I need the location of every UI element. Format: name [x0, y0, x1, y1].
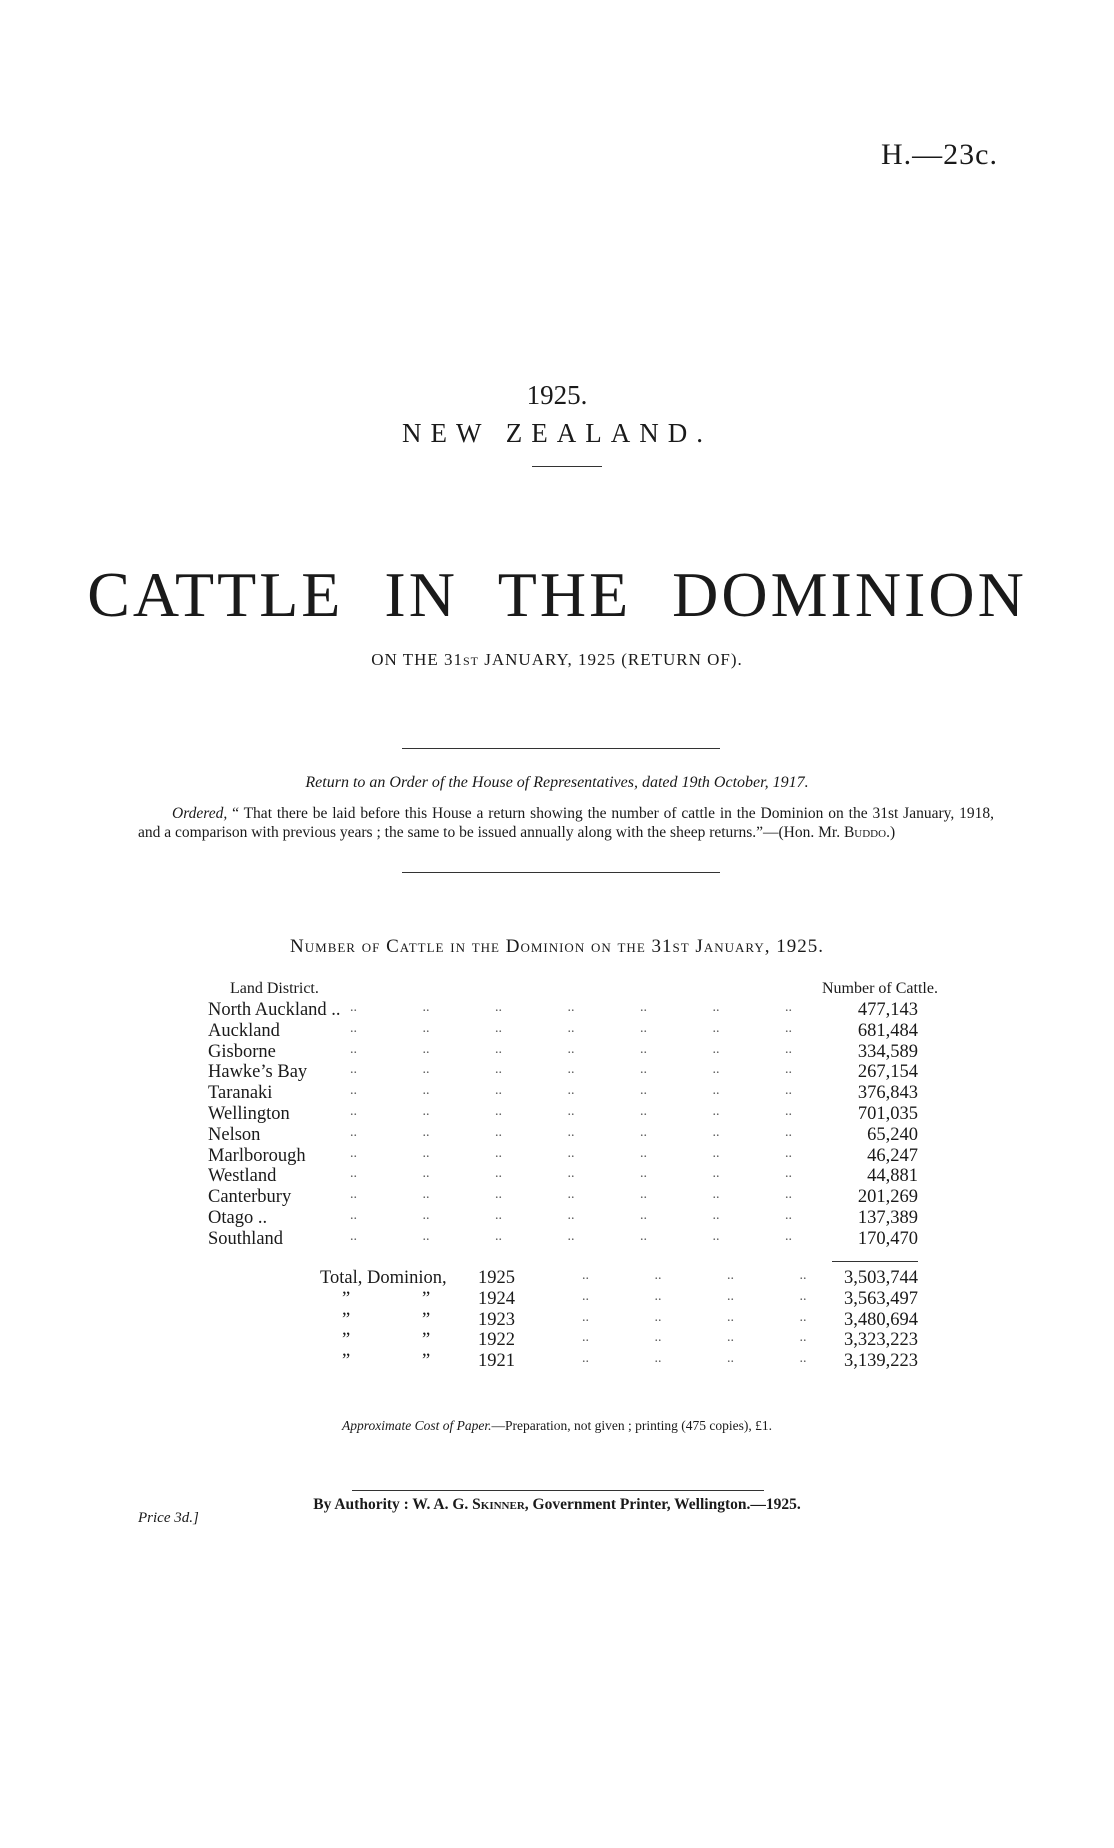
district-name: Marlborough — [208, 1145, 306, 1166]
footer-rule — [352, 1490, 764, 1491]
ditto-mark: ” — [422, 1330, 431, 1351]
total-label: Total, Dominion, — [320, 1268, 447, 1288]
subtitle-rest: JANUARY, 1925 (RETURN OF). — [479, 650, 743, 669]
subtitle-ordinal: ST — [463, 654, 480, 668]
ditto-mark: ” — [422, 1288, 431, 1309]
district-name: Otago .. — [208, 1208, 268, 1228]
cattle-count: 701,035 — [857, 1104, 918, 1124]
total-year: 1925 — [478, 1268, 515, 1288]
table-row — [208, 1166, 954, 1187]
document-subtitle — [0, 650, 1114, 670]
cattle-count: 681,484 — [857, 1020, 918, 1041]
order-close: .) — [886, 824, 896, 841]
document-reference: H.—23c. — [881, 138, 998, 171]
leader-dots: .. .. .. .. .. .. .. — [350, 1041, 792, 1057]
leader-dots: .. .. .. .. .. .. .. — [350, 1083, 792, 1099]
total-year: 1923 — [478, 1309, 515, 1330]
cattle-count: 477,143 — [857, 1000, 918, 1020]
cattle-count: 44,881 — [867, 1166, 918, 1187]
total-row — [320, 1310, 954, 1331]
table-row — [208, 1083, 954, 1104]
ditto-mark: ” — [422, 1309, 431, 1330]
masthead-year: 1925. — [526, 380, 588, 410]
table-row — [208, 1187, 954, 1208]
leader-dots: .. .. .. .. .. .. .. — [350, 1020, 792, 1036]
total-value: 3,563,497 — [844, 1288, 918, 1309]
total-year: 1921 — [478, 1351, 515, 1372]
leader-dots: .. .. .. .. .. .. .. — [350, 1000, 792, 1015]
total-value: 3,323,223 — [844, 1330, 918, 1351]
total-value: 3,139,223 — [844, 1351, 918, 1372]
table-row — [208, 1000, 954, 1021]
upper-divider — [402, 748, 720, 749]
total-year: 1924 — [478, 1288, 515, 1309]
leader-dots: .. .. .. .. — [582, 1330, 807, 1346]
lower-divider — [402, 872, 720, 873]
leader-dots: .. .. .. .. .. .. .. — [350, 1228, 792, 1244]
document-title: CATTLE IN THE DOMINION — [87, 559, 1027, 630]
cost-of-paper — [0, 1418, 1114, 1434]
leader-dots: .. .. .. .. .. .. .. — [350, 1062, 792, 1078]
district-name: Wellington — [208, 1104, 290, 1124]
subtotal-rule — [832, 1261, 918, 1262]
table-row — [208, 1146, 954, 1167]
ditto-mark: ” — [342, 1351, 351, 1372]
total-row — [320, 1330, 954, 1351]
authority-prefix: By Authority : W. A. G. — [313, 1496, 473, 1513]
district-name: Southland — [208, 1228, 284, 1249]
column-header-district: Land District. — [230, 980, 319, 997]
leader-dots: .. .. .. .. — [582, 1288, 807, 1304]
leader-dots: .. .. .. .. .. .. .. — [350, 1145, 792, 1161]
district-name: Auckland — [208, 1020, 280, 1041]
return-order-line: Return to an Order of the House of Representatives, dated 19th October, 1917. — [305, 774, 809, 791]
leader-dots: .. .. .. .. .. .. .. — [350, 1124, 792, 1140]
table-row — [208, 1208, 954, 1229]
district-name: North Auckland .. — [208, 1000, 341, 1020]
total-row — [320, 1351, 954, 1372]
order-body: “ That there be laid before this House a return showing the number of cattle in the Dominion on the 31st January, 1918, and a comparison with previous years ; the same to be issued annually along with the sheep returns.”—(Hon. Mr. — [138, 805, 994, 841]
table-row — [208, 1229, 954, 1250]
total-row — [320, 1268, 954, 1289]
district-name: Hawke’s Bay — [208, 1062, 308, 1083]
district-name: Taranaki — [208, 1083, 273, 1104]
authority-rest: , Government Printer, Wellington.—1925. — [524, 1496, 801, 1513]
order-member: Buddo — [843, 824, 887, 841]
leader-dots: .. .. .. .. — [582, 1268, 807, 1283]
cost-lead: Approximate Cost of Paper. — [342, 1418, 492, 1433]
masthead-country: NEW ZEALAND. — [402, 418, 712, 448]
cattle-count: 376,843 — [857, 1083, 918, 1104]
table-row — [208, 1062, 954, 1083]
subtitle-prefix: ON THE 31 — [371, 650, 463, 669]
table-title: Number of Cattle in the Dominion on the 31st January, 1925. — [290, 936, 824, 957]
leader-dots: .. .. .. .. — [582, 1351, 807, 1367]
total-value: 3,503,744 — [844, 1268, 918, 1288]
cattle-count: 46,247 — [867, 1145, 918, 1166]
price: Price 3d.] — [138, 1510, 199, 1526]
leader-dots: .. .. .. .. — [582, 1309, 807, 1325]
leader-dots: .. .. .. .. .. .. .. — [350, 1187, 792, 1203]
district-name: Canterbury — [208, 1187, 292, 1208]
leader-dots: .. .. .. .. .. .. .. — [350, 1104, 792, 1119]
district-name: Gisborne — [208, 1041, 276, 1062]
ditto-mark: ” — [342, 1309, 351, 1330]
table-row — [208, 1021, 954, 1042]
cattle-count: 65,240 — [867, 1124, 918, 1145]
leader-dots: .. .. .. .. .. .. .. — [350, 1166, 792, 1182]
total-row — [320, 1289, 954, 1310]
table-row — [208, 1104, 954, 1125]
order-lead: Ordered, — [172, 805, 228, 822]
masthead-rule — [532, 466, 602, 467]
district-name: Nelson — [208, 1124, 261, 1145]
total-value: 3,480,694 — [844, 1309, 918, 1330]
total-year: 1922 — [478, 1330, 515, 1351]
column-header-cattle: Number of Cattle. — [822, 980, 938, 997]
cattle-count: 170,470 — [857, 1228, 918, 1249]
district-name: Westland — [208, 1166, 277, 1187]
ditto-mark: ” — [342, 1330, 351, 1351]
cattle-count: 334,589 — [857, 1041, 918, 1062]
table-row — [208, 1042, 954, 1063]
order-paragraph — [138, 804, 994, 842]
cattle-count: 137,389 — [857, 1208, 918, 1228]
table-row — [208, 1125, 954, 1146]
leader-dots: .. .. .. .. .. .. .. — [350, 1208, 792, 1223]
cattle-count: 201,269 — [857, 1187, 918, 1208]
ditto-mark: ” — [342, 1288, 351, 1309]
ditto-mark: ” — [422, 1351, 431, 1372]
cattle-count: 267,154 — [857, 1062, 918, 1083]
authority-printer: Skinner — [472, 1496, 525, 1513]
cost-rest: —Preparation, not given ; printing (475 copies), £1. — [491, 1418, 772, 1433]
